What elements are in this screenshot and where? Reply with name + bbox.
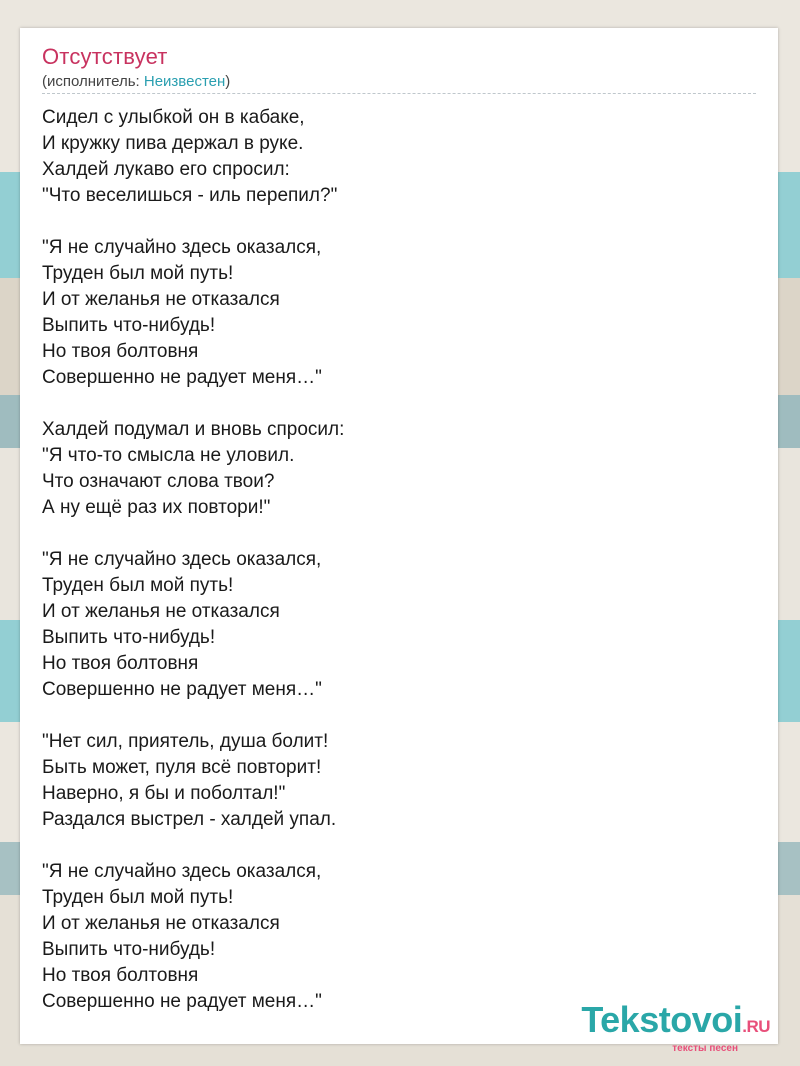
lyric-line: Сидел с улыбкой он в кабаке, xyxy=(42,107,305,128)
lyric-line: А ну ещё раз их повтори!" xyxy=(42,497,271,518)
logo-tagline: тексты песен xyxy=(672,1043,738,1054)
lyric-line: Но твоя болтовня xyxy=(42,653,199,674)
lyric-line: Выпить что-нибудь! xyxy=(42,315,216,336)
stanza-2 xyxy=(42,235,344,391)
lyric-line: "Нет сил, приятель, душа болит! xyxy=(42,731,329,752)
artist-line xyxy=(42,73,230,90)
lyric-line: Халдей подумал и вновь спросил: xyxy=(42,419,345,440)
lyric-line: Наверно, я бы и поболтал!" xyxy=(42,783,286,804)
lyric-line: "Я не случайно здесь оказался, xyxy=(42,237,322,258)
stanza-6 xyxy=(42,859,344,1015)
logo-main-text: Tekstovoi xyxy=(581,999,743,1040)
lyric-line: "Я что-то смысла не уловил. xyxy=(42,445,295,466)
lyrics-sheet xyxy=(20,28,778,1044)
lyric-line: Совершенно не радует меня…" xyxy=(42,679,322,700)
lyric-line: Раздался выстрел - халдей упал. xyxy=(42,809,337,830)
lyric-line: И от желанья не отказался xyxy=(42,913,280,934)
logo-wordmark xyxy=(581,999,770,1045)
lyric-line: Но твоя болтовня xyxy=(42,341,199,362)
lyric-line: И от желанья не отказался xyxy=(42,289,280,310)
lyric-line: "Что веселишься - иль перепил?" xyxy=(42,185,338,206)
lyrics-body xyxy=(42,105,344,1041)
lyric-line: Выпить что-нибудь! xyxy=(42,627,216,648)
lyric-line: Но твоя болтовня xyxy=(42,965,199,986)
stanza-5 xyxy=(42,729,344,833)
lyric-line: Быть может, пуля всё повторит! xyxy=(42,757,322,778)
lyric-line: Совершенно не радует меня…" xyxy=(42,991,322,1012)
stanza-3 xyxy=(42,417,344,521)
lyric-line: "Я не случайно здесь оказался, xyxy=(42,549,322,570)
dashed-divider xyxy=(42,93,756,94)
artist-link[interactable]: Неизвестен xyxy=(143,73,226,90)
lyric-line: Что означают слова твои? xyxy=(42,471,275,492)
stanza-1 xyxy=(42,105,344,209)
stanza-4 xyxy=(42,547,344,703)
tekstovoi-logo[interactable] xyxy=(581,999,770,1054)
lyric-line: Труден был мой путь! xyxy=(42,887,234,908)
lyric-line: Выпить что-нибудь! xyxy=(42,939,216,960)
artist-prefix: (исполнитель: xyxy=(42,73,144,90)
lyric-line: И кружку пива держал в руке. xyxy=(42,133,304,154)
lyric-line: Совершенно не радует меня…" xyxy=(42,367,322,388)
lyric-line: "Я не случайно здесь оказался, xyxy=(42,861,322,882)
lyric-line: И от желанья не отказался xyxy=(42,601,280,622)
artist-suffix: ) xyxy=(225,73,231,90)
logo-tld: .RU xyxy=(742,1017,770,1036)
song-title: Отсутствует xyxy=(42,44,168,69)
lyric-line: Труден был мой путь! xyxy=(42,263,234,284)
lyric-line: Халдей лукаво его спросил: xyxy=(42,159,290,180)
lyric-line: Труден был мой путь! xyxy=(42,575,234,596)
